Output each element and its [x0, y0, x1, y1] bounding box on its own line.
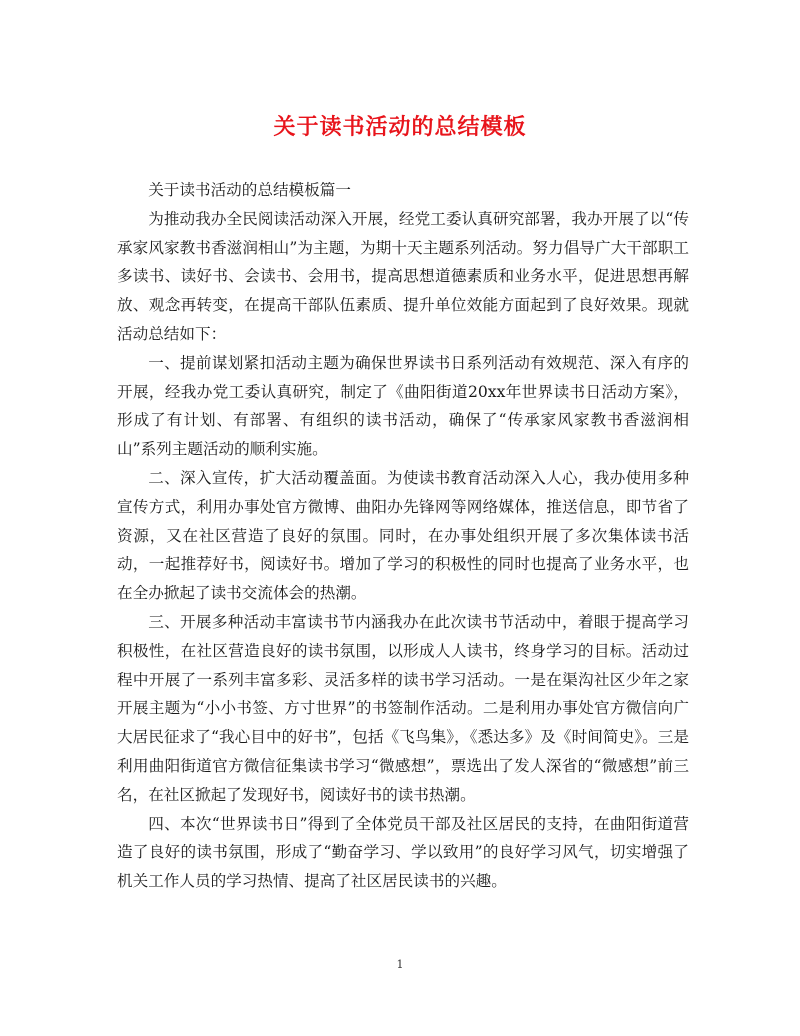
- paragraph-section-4: 四、本次“世界读书日”得到了全体党员干部及社区居民的支持，在曲阳街道营造了良好的读书氛围，形成了“勤奋学习、学以致用”的良好学习风气，切实增强了机关工作人员的学习热情、提高了社区居民读书的兴趣。: [117, 814, 689, 891]
- paragraph-section-2: 二、深入宣传，扩大活动覆盖面。为使读书教育活动深入人心，我办使用多种宣传方式，利用办事处官方微博、曲阳办先锋网等网络媒体，推送信息，即节省了资源，又在社区营造了良好的氛围。同时，在办事处组织开展了多次集体读书活动，一起推荐好书，阅读好书。增加了学习的积极性的同时也提高了业务水平，也在全办掀起了读书交流体会的热潮。: [117, 468, 689, 603]
- paragraph-intro: 为推动我办全民阅读活动深入开展，经党工委认真研究部署，我办开展了以“传承家风家教书香滋润相山”为主题，为期十天主题系列活动。努力倡导广大干部职工多读书、读好书、会读书、会用书，提高思想道德素质和业务水平，促进思想再解放、观念再转变，在提高干部队伍素质、提升单位效能方面起到了良好效果。现就活动总结如下：: [117, 209, 689, 343]
- page-number: 1: [396, 958, 404, 971]
- document-title: 关于读书活动的总结模板: [273, 114, 527, 140]
- paragraph-section-3: 三、开展多种活动丰富读书节内涵我办在此次读书节活动中，着眼于提高学习积极性，在社区营造良好的读书氛围，以形成人人读书，终身学习的目标。活动过程中开展了一系列丰富多彩、灵活多样的读书学习活动。一是在渠沟社区少年之家开展主题为“小小书签、方寸世界”的书签制作活动。二是利用办事处官方微信向广大居民征求了“我心目中的好书”，包括《飞鸟集》，《悉达多》及《时间简史》。三是利用曲阳街道官方微信征集读书学习“微感想”，票选出了发人深省的“微感想”前三名，在社区掀起了发现好书，阅读好书的读书热潮。: [117, 612, 689, 804]
- document-body: [117, 176, 689, 896]
- paragraph-section-1: 一、提前谋划紧扣活动主题为确保世界读书日系列活动有效规范、深入有序的开展，经我办党工委认真研究，制定了《曲阳街道20xx年世界读书日活动方案》，形成了有计划、有部署、有组织的读书活动，确保了“传承家风家教书香滋润相山”系列主题活动的顺利实施。: [117, 353, 689, 459]
- section-heading: 关于读书活动的总结模板篇一: [148, 181, 351, 199]
